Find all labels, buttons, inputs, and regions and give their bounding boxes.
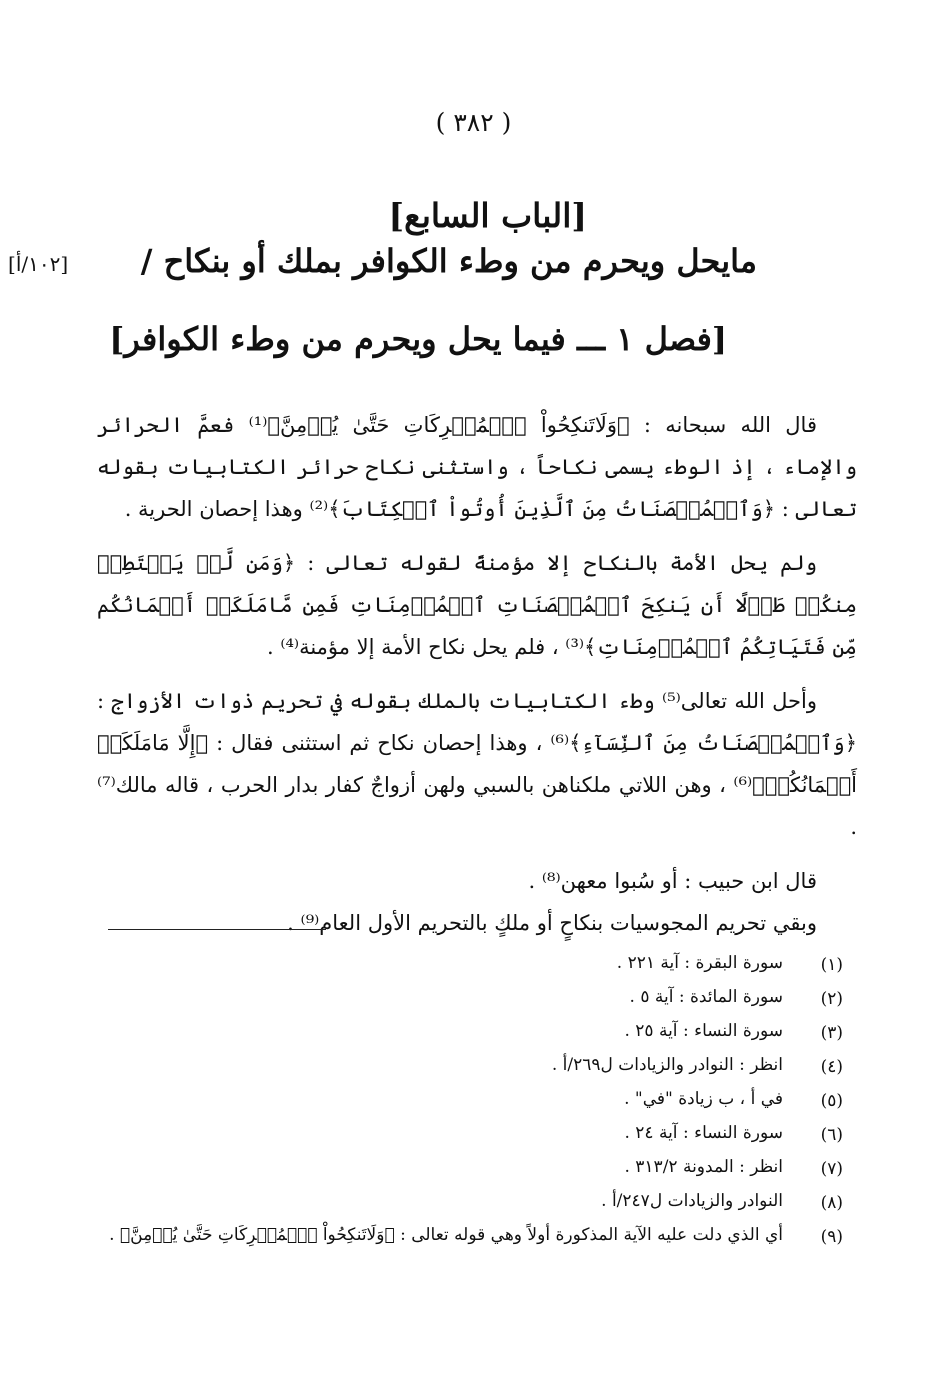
- footnote-item: [103, 1152, 843, 1186]
- paragraph: وبقي تحريم المجوسيات بنكاحٍ أو ملكٍ بالتحريم الأول العام⁽⁹⁾ .: [287, 911, 817, 935]
- section-title: [فصل ١ ـــ فيما يحل ويحرم من وطء الكوافر]: [109, 320, 727, 358]
- body-text: [97, 404, 857, 944]
- paragraph: قال ابن حبيب : أو سُبوا معهن⁽⁸⁾ .: [528, 869, 817, 893]
- paragraph: وأحل الله تعالى⁽⁵⁾ وطء الكتابيات بالملك بقوله في تحريم ذوات الأزواج : ﴿وَٱلۡمُحۡصَنَاتُ مِنَ ٱلنِّسَآءِ﴾⁽⁶⁾ ، وهذا إحصان نكاح ثم استثنى فقال : ﴿إِلَّا مَامَلَكَتۡ أَيۡمَانُكُمۡ﴾⁽⁶⁾ ، وهن اللاتي ملكناهن بالسبي ولهن أزواجٌ كفار بدار الحرب ، قاله مالك⁽⁷⁾ .: [97, 689, 857, 839]
- footnote-number: (٢): [820, 989, 843, 1009]
- footnote-number: (٧): [820, 1159, 843, 1179]
- footnote-text: انظر : النوادر والزيادات ل٢٦٩/أ .: [551, 1055, 783, 1075]
- footnote-item: [103, 948, 843, 982]
- footnote-number: (٤): [820, 1057, 843, 1077]
- footnote-number: (٥): [820, 1091, 843, 1111]
- footnote-item: [103, 1220, 843, 1254]
- page-number: ( ٣٨٢ ): [435, 108, 512, 137]
- footnote-text: سورة النساء : آية ٢٥ .: [624, 1021, 783, 1041]
- footnote-text: أي الذي دلت عليه الآية المذكورة أولاً وهي قوله تعالى : ﴿وَلَاتَنكِحُواْ ٱلۡمُشۡرِكَاتِ حَتَّىٰ يُؤۡمِنَّ﴾ .: [109, 1225, 783, 1245]
- footnote-item: [103, 1084, 843, 1118]
- margin-folio-reference: [١٠٢/أ]: [8, 252, 69, 276]
- footnote-item: [103, 1016, 843, 1050]
- chapter-title: [الباب السابع]: [388, 196, 587, 235]
- footnote-number: (٣): [820, 1023, 843, 1043]
- footnote-text: النوادر والزيادات ل٢٤٧/أ .: [601, 1191, 783, 1211]
- footnote-text: سورة النساء : آية ٢٤ .: [624, 1123, 783, 1143]
- footnote-text: سورة المائدة : آية ٥ .: [629, 987, 783, 1007]
- chapter-subtitle: مايحل ويحرم من وطء الكوافر بملك أو بنكاح /: [140, 242, 757, 280]
- footnote-item: [103, 982, 843, 1016]
- footnote-item: [103, 1118, 843, 1152]
- footnote-text: في أ ، ب زيادة "في" .: [624, 1089, 783, 1109]
- paragraph: ولم يحل الأمة بالنكاح إلا مؤمنةً لقوله تعالى : ﴿وَمَن لَّمۡ يَسۡتَطِعۡ مِنكُمۡ طَوۡلًا أَن يَنكِحَ ٱلۡمُحۡصَنَاتِ ٱلۡمُؤۡمِنَاتِ فَمِن مَّامَلَكَتۡ أَيۡمَانُكُم مِّن فَتَيَاتِكُمُ ٱلۡمُؤۡمِنَاتِ﴾⁽³⁾ ، فلم يحل نكاح الأمة إلا مؤمنة⁽⁴⁾ .: [97, 551, 857, 659]
- paragraph: قال الله سبحانه : ﴿وَلَاتَنكِحُواْ ٱلۡمُشۡرِكَاتِ حَتَّىٰ يُؤۡمِنَّ﴾⁽¹⁾ فعمَّ الحرائر والإماء ، إذ الوطء يسمى نكاحاً ، واستثنى نكاح حرائر الكتابيات بقوله تعالى : ﴿وَٱلۡمُحۡصَنَاتُ مِنَ ٱلَّذِينَ أُوتُواْ ٱلۡكِتَابَ﴾⁽²⁾ وهذا إحصان الحرية .: [97, 413, 857, 521]
- footnote-item: [103, 1050, 843, 1084]
- footnote-number: (١): [820, 955, 843, 975]
- footnote-number: (٩): [820, 1227, 843, 1247]
- footnote-text: سورة البقرة : آية ٢٢١ .: [616, 953, 783, 973]
- footnote-item: [103, 1186, 843, 1220]
- footnote-number: (٨): [820, 1193, 843, 1213]
- footnote-text: انظر : المدونة ٣١٣/٢ .: [624, 1157, 783, 1177]
- footnotes: [103, 948, 843, 1254]
- footnote-number: (٦): [820, 1125, 843, 1145]
- footnote-separator: [108, 929, 326, 930]
